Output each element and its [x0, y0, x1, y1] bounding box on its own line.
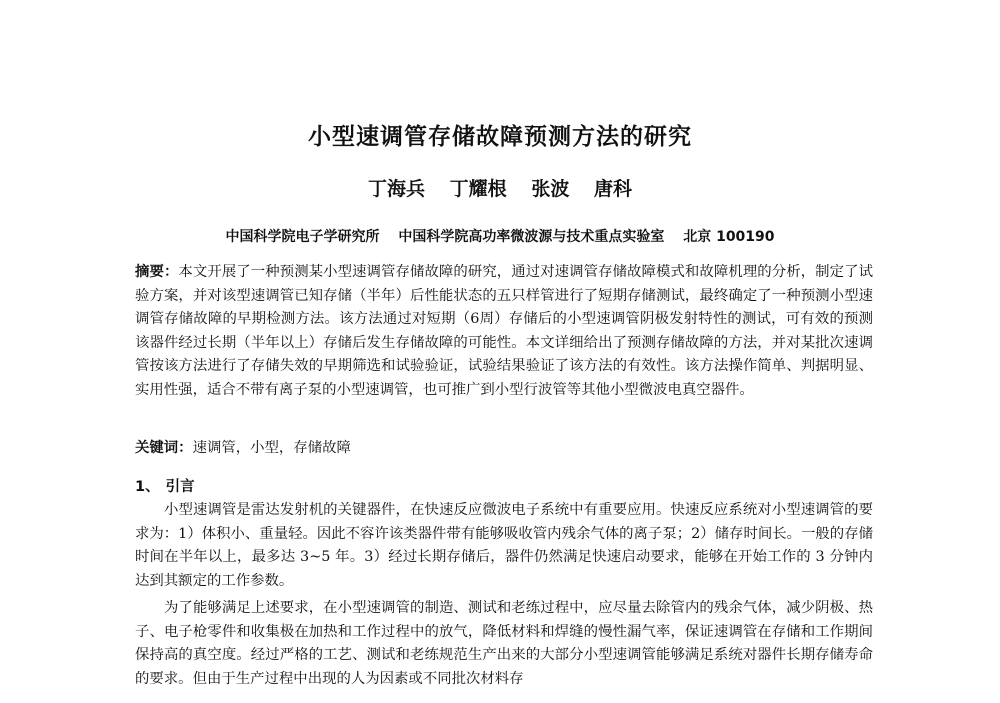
abstract — [135, 261, 873, 402]
author-name: 丁耀根 — [449, 178, 507, 200]
author-name: 唐科 — [593, 178, 632, 200]
keywords-text: 速调管，小型，存储故障 — [192, 440, 351, 456]
paper-title: 小型速调管存储故障预测方法的研究 — [308, 124, 692, 150]
author-name: 张波 — [531, 178, 570, 200]
body-paragraph: 小型速调管是雷达发射机的关键器件，在快速反应微波电子系统中有重要应用。快速反应系统对小型速调管的要求为：1）体积小、重量轻。因此不容许该类器件带有能够吸收管内残余气体的离子泵；2）储存时间长。一般的存储时间在半年以上，最多达 3~5 年。3）经过长期存储后，器件仍然满足快速启动要求，能够在开始工作的 3 分钟内达到其额定的工作参数。 — [135, 502, 873, 589]
abstract-label: 摘要： — [135, 264, 179, 280]
author-name: 丁海兵 — [368, 178, 426, 200]
affiliation-line — [0, 226, 1000, 246]
affiliation: 中国科学院高功率微波源与技术重点实验室 — [398, 229, 665, 245]
affiliation: 北京 100190 — [683, 229, 775, 245]
author-list — [0, 174, 1000, 201]
keywords-label: 关键词： — [135, 440, 193, 456]
body-paragraph: 为了能够满足上述要求，在小型速调管的制造、测试和老练过程中，应尽量去除管内的残余气体，减少阴极、热子、电子枪零件和收集极在加热和工作过程中的放气，降低材料和焊缝的慢性漏气率，保证速调管在存储和工作期间保持高的真空度。经过严格的工艺、测试和老练规范生产出来的大部分小型速调管能够满足系统对器件长期存储寿命的要求。但由于生产过程中出现的人为因素或不同批次材料存 — [135, 600, 873, 687]
keywords — [135, 437, 873, 461]
affiliation: 中国科学院电子学研究所 — [225, 229, 380, 245]
section-number: 1、 — [135, 479, 160, 495]
abstract-text: 本文开展了一种预测某小型速调管存储故障的研究，通过对速调管存储故障模式和故障机理的分析，制定了试验方案，并对该型速调管已知存储（半年）后性能状态的五只样管进行了短期存储测试，最终确定了一种预测小型速调管存储故障的早期检测方法。该方法通过对短期（6周）存储后的小型速调管阴极发射特性的测试，可有效的预测该器件经过长期（半年以上）存储后发生存储故障的可能性。本文详细给出了预测存储故障的方法，并对某批次速调管按该方法进行了存储失效的早期筛选和试验验证，试验结果验证了该方法的有效性。该方法操作简单、判据明显、实用性强，适合不带有离子泵的小型速调管，也可推广到小型行波管等其他小型微波电真空器件。 — [135, 264, 873, 398]
section-title: 引言 — [165, 479, 195, 495]
section-heading — [135, 476, 873, 500]
